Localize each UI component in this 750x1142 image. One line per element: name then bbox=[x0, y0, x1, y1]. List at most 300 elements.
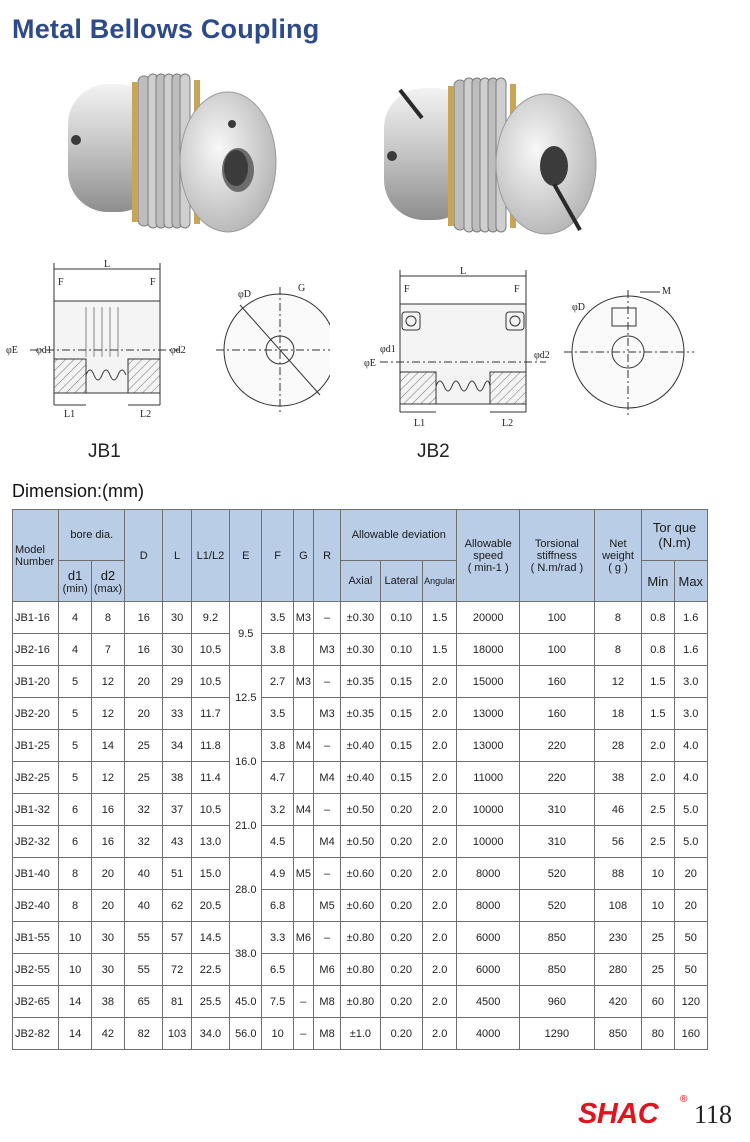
header-G: G bbox=[293, 510, 313, 602]
cell-F: 3.5 bbox=[262, 602, 293, 634]
cell-model: JB1-16 bbox=[13, 602, 59, 634]
cell-F: 6.8 bbox=[262, 890, 293, 922]
cell-tmax: 50 bbox=[674, 922, 707, 954]
cell-weight: 46 bbox=[594, 794, 641, 826]
jb1-product-photo bbox=[50, 52, 280, 252]
cell-stiffness: 220 bbox=[520, 730, 595, 762]
cell-axial: ±0.30 bbox=[341, 634, 380, 666]
cell-tmax: 4.0 bbox=[674, 730, 707, 762]
cell-model: JB1-25 bbox=[13, 730, 59, 762]
cell-R: – bbox=[313, 602, 340, 634]
cell-d2: 20 bbox=[91, 858, 124, 890]
cell-weight: 420 bbox=[594, 986, 641, 1018]
dim-label: F bbox=[150, 277, 156, 288]
header-d1 bbox=[59, 561, 91, 602]
cell-F: 10 bbox=[262, 1018, 293, 1050]
dim-label: L bbox=[104, 259, 111, 270]
header-torque bbox=[642, 510, 708, 561]
cell-L1L2: 11.8 bbox=[191, 730, 229, 762]
cell-axial: ±0.35 bbox=[341, 698, 380, 730]
cell-lateral: 0.20 bbox=[380, 954, 422, 986]
cell-angular: 2.0 bbox=[423, 858, 457, 890]
table-row bbox=[13, 634, 708, 666]
dim-label: L1 bbox=[414, 418, 426, 429]
header-torque-label: Tor que bbox=[652, 520, 697, 535]
cell-E: 21.0 bbox=[230, 794, 262, 858]
cell-d2: 30 bbox=[91, 922, 124, 954]
jb1-label: JB1 bbox=[88, 441, 121, 462]
cell-D: 82 bbox=[125, 1018, 163, 1050]
cell-R: – bbox=[313, 858, 340, 890]
cell-D: 65 bbox=[125, 986, 163, 1018]
cell-L1L2: 25.5 bbox=[191, 986, 229, 1018]
cell-lateral: 0.10 bbox=[380, 634, 422, 666]
header-E: E bbox=[230, 510, 262, 602]
cell-stiffness: 1290 bbox=[520, 1018, 595, 1050]
cell-D: 20 bbox=[125, 666, 163, 698]
cell-stiffness: 310 bbox=[520, 826, 595, 858]
cell-G bbox=[293, 954, 313, 986]
cell-tmax: 4.0 bbox=[674, 762, 707, 794]
table-row bbox=[13, 1018, 708, 1050]
cell-angular: 1.5 bbox=[423, 634, 457, 666]
table-row bbox=[13, 698, 708, 730]
cell-G: M6 bbox=[293, 922, 313, 954]
cell-L: 34 bbox=[163, 730, 191, 762]
cell-d1: 4 bbox=[59, 634, 91, 666]
cell-weight: 12 bbox=[594, 666, 641, 698]
cell-L: 72 bbox=[163, 954, 191, 986]
cell-lateral: 0.20 bbox=[380, 986, 422, 1018]
cell-speed: 10000 bbox=[457, 826, 520, 858]
cell-stiffness: 520 bbox=[520, 890, 595, 922]
cell-speed: 8000 bbox=[457, 890, 520, 922]
cell-stiffness: 850 bbox=[520, 954, 595, 986]
cell-L: 37 bbox=[163, 794, 191, 826]
cell-tmin: 80 bbox=[642, 1018, 674, 1050]
dim-label: F bbox=[404, 284, 410, 295]
cell-speed: 4500 bbox=[457, 986, 520, 1018]
cell-tmin: 0.8 bbox=[642, 602, 674, 634]
cell-L: 62 bbox=[163, 890, 191, 922]
spec-table bbox=[12, 509, 708, 1050]
cell-model: JB2-55 bbox=[13, 954, 59, 986]
page-number: 118 bbox=[694, 1100, 733, 1129]
cell-E: 38.0 bbox=[230, 922, 262, 986]
cell-d2: 8 bbox=[91, 602, 124, 634]
cell-axial: ±1.0 bbox=[341, 1018, 380, 1050]
cell-weight: 850 bbox=[594, 1018, 641, 1050]
table-row bbox=[13, 986, 708, 1018]
cell-G: M3 bbox=[293, 602, 313, 634]
cell-axial: ±0.35 bbox=[341, 666, 380, 698]
cell-L: 57 bbox=[163, 922, 191, 954]
cell-speed: 13000 bbox=[457, 730, 520, 762]
header-weight-label: Net weight bbox=[602, 537, 634, 562]
dim-label: L bbox=[460, 266, 467, 277]
cell-L: 81 bbox=[163, 986, 191, 1018]
cell-R: M3 bbox=[313, 634, 340, 666]
dim-label: M bbox=[662, 286, 671, 297]
cell-angular: 1.5 bbox=[423, 602, 457, 634]
cell-G bbox=[293, 762, 313, 794]
cell-speed: 10000 bbox=[457, 794, 520, 826]
cell-F: 3.5 bbox=[262, 698, 293, 730]
cell-L1L2: 10.5 bbox=[191, 666, 229, 698]
cell-model: JB2-65 bbox=[13, 986, 59, 1018]
cell-F: 3.8 bbox=[262, 634, 293, 666]
cell-weight: 18 bbox=[594, 698, 641, 730]
cell-E: 28.0 bbox=[230, 858, 262, 922]
cell-G bbox=[293, 826, 313, 858]
cell-d2: 16 bbox=[91, 826, 124, 858]
header-speed-unit: ( min-1 ) bbox=[467, 561, 509, 574]
cell-tmin: 10 bbox=[642, 858, 674, 890]
cell-weight: 230 bbox=[594, 922, 641, 954]
cell-weight: 38 bbox=[594, 762, 641, 794]
cell-D: 55 bbox=[125, 954, 163, 986]
header-model: Model Number bbox=[13, 510, 59, 602]
cell-L: 43 bbox=[163, 826, 191, 858]
cell-weight: 280 bbox=[594, 954, 641, 986]
cell-L: 33 bbox=[163, 698, 191, 730]
cell-R: M4 bbox=[313, 762, 340, 794]
cell-lateral: 0.15 bbox=[380, 698, 422, 730]
cell-E: 45.0 bbox=[230, 986, 262, 1018]
cell-D: 16 bbox=[125, 634, 163, 666]
dim-label: F bbox=[514, 284, 520, 295]
cell-lateral: 0.20 bbox=[380, 794, 422, 826]
cell-d1: 4 bbox=[59, 602, 91, 634]
cell-speed: 6000 bbox=[457, 954, 520, 986]
cell-lateral: 0.20 bbox=[380, 1018, 422, 1050]
table-row bbox=[13, 794, 708, 826]
cell-axial: ±0.80 bbox=[341, 922, 380, 954]
cell-tmax: 20 bbox=[674, 890, 707, 922]
cell-L1L2: 34.0 bbox=[191, 1018, 229, 1050]
cell-tmax: 5.0 bbox=[674, 826, 707, 858]
cell-angular: 2.0 bbox=[423, 730, 457, 762]
cell-tmax: 20 bbox=[674, 858, 707, 890]
dim-label: G bbox=[298, 283, 306, 294]
cell-tmin: 0.8 bbox=[642, 634, 674, 666]
cell-F: 7.5 bbox=[262, 986, 293, 1018]
cell-R: M3 bbox=[313, 698, 340, 730]
cell-speed: 20000 bbox=[457, 602, 520, 634]
cell-D: 55 bbox=[125, 922, 163, 954]
cell-D: 16 bbox=[125, 602, 163, 634]
dim-label: L2 bbox=[140, 409, 152, 420]
cell-L1L2: 10.5 bbox=[191, 794, 229, 826]
cell-L1L2: 13.0 bbox=[191, 826, 229, 858]
cell-L1L2: 11.4 bbox=[191, 762, 229, 794]
cell-lateral: 0.15 bbox=[380, 762, 422, 794]
cell-model: JB2-25 bbox=[13, 762, 59, 794]
cell-G: M4 bbox=[293, 730, 313, 762]
header-L1L2: L1/L2 bbox=[191, 510, 229, 602]
header-stiffness-label: Torsional stiffness bbox=[534, 537, 579, 562]
header-weight bbox=[594, 510, 641, 602]
header-speed bbox=[457, 510, 520, 602]
dim-label: φd2 bbox=[534, 350, 550, 361]
cell-stiffness: 100 bbox=[520, 602, 595, 634]
cell-R: – bbox=[313, 730, 340, 762]
cell-R: M5 bbox=[313, 890, 340, 922]
cell-d1: 10 bbox=[59, 954, 91, 986]
cell-G bbox=[293, 890, 313, 922]
cell-tmin: 60 bbox=[642, 986, 674, 1018]
cell-tmax: 1.6 bbox=[674, 634, 707, 666]
brand-logo: SHAC bbox=[578, 1098, 659, 1130]
cell-weight: 108 bbox=[594, 890, 641, 922]
cell-F: 2.7 bbox=[262, 666, 293, 698]
dim-label: φd1 bbox=[36, 345, 52, 356]
cell-tmin: 2.5 bbox=[642, 794, 674, 826]
cell-speed: 6000 bbox=[457, 922, 520, 954]
cell-d2: 16 bbox=[91, 794, 124, 826]
cell-axial: ±0.60 bbox=[341, 890, 380, 922]
cell-d1: 8 bbox=[59, 890, 91, 922]
dimension-heading: Dimension:(mm) bbox=[12, 481, 145, 501]
cell-tmax: 5.0 bbox=[674, 794, 707, 826]
cell-weight: 8 bbox=[594, 634, 641, 666]
cell-weight: 28 bbox=[594, 730, 641, 762]
cell-speed: 15000 bbox=[457, 666, 520, 698]
header-L: L bbox=[163, 510, 191, 602]
cell-D: 40 bbox=[125, 858, 163, 890]
jb1-technical-drawing bbox=[0, 255, 330, 425]
dim-label: F bbox=[58, 277, 64, 288]
header-torque-unit: (N.m) bbox=[658, 535, 691, 550]
cell-weight: 88 bbox=[594, 858, 641, 890]
header-d2-label: d2 bbox=[100, 567, 116, 583]
cell-R: M6 bbox=[313, 954, 340, 986]
header-d1-label: d1 bbox=[67, 567, 83, 583]
cell-axial: ±0.40 bbox=[341, 730, 380, 762]
cell-angular: 2.0 bbox=[423, 762, 457, 794]
header-tmax: Max bbox=[674, 561, 707, 602]
cell-F: 3.2 bbox=[262, 794, 293, 826]
cell-stiffness: 850 bbox=[520, 922, 595, 954]
header-weight-unit: ( g ) bbox=[608, 561, 628, 574]
cell-axial: ±0.80 bbox=[341, 954, 380, 986]
table-row bbox=[13, 826, 708, 858]
header-deviation: Allowable deviation bbox=[341, 510, 457, 561]
cell-L: 29 bbox=[163, 666, 191, 698]
dim-label: L2 bbox=[502, 418, 514, 429]
cell-speed: 18000 bbox=[457, 634, 520, 666]
cell-L: 38 bbox=[163, 762, 191, 794]
cell-d1: 6 bbox=[59, 826, 91, 858]
cell-model: JB2-16 bbox=[13, 634, 59, 666]
dim-label: φE bbox=[364, 358, 376, 369]
cell-lateral: 0.10 bbox=[380, 602, 422, 634]
table-row bbox=[13, 762, 708, 794]
cell-angular: 2.0 bbox=[423, 666, 457, 698]
cell-axial: ±0.30 bbox=[341, 602, 380, 634]
cell-axial: ±0.60 bbox=[341, 858, 380, 890]
cell-angular: 2.0 bbox=[423, 986, 457, 1018]
cell-axial: ±0.80 bbox=[341, 986, 380, 1018]
cell-F: 4.5 bbox=[262, 826, 293, 858]
cell-d2: 12 bbox=[91, 698, 124, 730]
cell-D: 40 bbox=[125, 890, 163, 922]
cell-tmin: 25 bbox=[642, 954, 674, 986]
cell-weight: 8 bbox=[594, 602, 641, 634]
cell-L1L2: 10.5 bbox=[191, 634, 229, 666]
cell-tmin: 25 bbox=[642, 922, 674, 954]
cell-G: M5 bbox=[293, 858, 313, 890]
cell-angular: 2.0 bbox=[423, 922, 457, 954]
cell-stiffness: 160 bbox=[520, 666, 595, 698]
cell-model: JB1-55 bbox=[13, 922, 59, 954]
cell-d2: 14 bbox=[91, 730, 124, 762]
cell-tmax: 160 bbox=[674, 1018, 707, 1050]
cell-d1: 6 bbox=[59, 794, 91, 826]
dim-label: φD bbox=[572, 302, 585, 313]
table-row bbox=[13, 890, 708, 922]
cell-axial: ±0.50 bbox=[341, 826, 380, 858]
cell-stiffness: 160 bbox=[520, 698, 595, 730]
cell-speed: 4000 bbox=[457, 1018, 520, 1050]
cell-R: M8 bbox=[313, 986, 340, 1018]
header-lateral: Lateral bbox=[380, 561, 422, 602]
cell-d1: 5 bbox=[59, 762, 91, 794]
cell-L: 51 bbox=[163, 858, 191, 890]
cell-tmin: 1.5 bbox=[642, 666, 674, 698]
cell-L1L2: 15.0 bbox=[191, 858, 229, 890]
header-bore: bore dia. bbox=[59, 510, 125, 561]
cell-L1L2: 22.5 bbox=[191, 954, 229, 986]
cell-G: – bbox=[293, 986, 313, 1018]
cell-model: JB2-32 bbox=[13, 826, 59, 858]
cell-F: 6.5 bbox=[262, 954, 293, 986]
cell-d2: 7 bbox=[91, 634, 124, 666]
table-row bbox=[13, 858, 708, 890]
header-d2 bbox=[91, 561, 124, 602]
cell-angular: 2.0 bbox=[423, 890, 457, 922]
cell-R: M8 bbox=[313, 1018, 340, 1050]
cell-E: 56.0 bbox=[230, 1018, 262, 1050]
cell-model: JB1-20 bbox=[13, 666, 59, 698]
cell-stiffness: 100 bbox=[520, 634, 595, 666]
cell-F: 3.3 bbox=[262, 922, 293, 954]
cell-G: – bbox=[293, 1018, 313, 1050]
header-stiffness-unit: ( N.m/rad ) bbox=[530, 561, 584, 574]
cell-d1: 10 bbox=[59, 922, 91, 954]
cell-model: JB2-20 bbox=[13, 698, 59, 730]
cell-tmin: 2.5 bbox=[642, 826, 674, 858]
cell-d2: 12 bbox=[91, 666, 124, 698]
table-row bbox=[13, 922, 708, 954]
cell-tmin: 2.0 bbox=[642, 762, 674, 794]
table-body bbox=[13, 602, 708, 1050]
dim-label: L1 bbox=[64, 409, 76, 420]
cell-tmax: 1.6 bbox=[674, 602, 707, 634]
header-R: R bbox=[313, 510, 340, 602]
cell-D: 25 bbox=[125, 730, 163, 762]
header-speed-label: Allowable speed bbox=[464, 537, 512, 562]
dim-label: φd2 bbox=[170, 345, 186, 356]
cell-D: 20 bbox=[125, 698, 163, 730]
header-F: F bbox=[262, 510, 293, 602]
cell-lateral: 0.20 bbox=[380, 858, 422, 890]
cell-angular: 2.0 bbox=[423, 794, 457, 826]
cell-d2: 20 bbox=[91, 890, 124, 922]
cell-d1: 8 bbox=[59, 858, 91, 890]
cell-D: 32 bbox=[125, 794, 163, 826]
cell-stiffness: 310 bbox=[520, 794, 595, 826]
jb2-technical-drawing bbox=[350, 262, 720, 432]
cell-angular: 2.0 bbox=[423, 954, 457, 986]
cell-axial: ±0.40 bbox=[341, 762, 380, 794]
cell-angular: 2.0 bbox=[423, 826, 457, 858]
dim-label: φd1 bbox=[380, 344, 396, 355]
dim-label: φE bbox=[6, 345, 18, 356]
header-stiffness bbox=[520, 510, 595, 602]
cell-L: 30 bbox=[163, 602, 191, 634]
dim-label: φD bbox=[238, 289, 251, 300]
header-angular: Angular bbox=[423, 561, 457, 602]
cell-E: 12.5 bbox=[230, 666, 262, 730]
cell-d1: 5 bbox=[59, 666, 91, 698]
cell-L1L2: 20.5 bbox=[191, 890, 229, 922]
cell-stiffness: 960 bbox=[520, 986, 595, 1018]
header-d1-sub: (min) bbox=[62, 582, 88, 595]
cell-d1: 14 bbox=[59, 986, 91, 1018]
cell-E: 9.5 bbox=[230, 602, 262, 666]
registered-mark: ® bbox=[680, 1094, 688, 1105]
header-tmin: Min bbox=[642, 561, 674, 602]
cell-L: 30 bbox=[163, 634, 191, 666]
cell-G: M4 bbox=[293, 794, 313, 826]
cell-d2: 38 bbox=[91, 986, 124, 1018]
cell-lateral: 0.20 bbox=[380, 922, 422, 954]
cell-E: 16.0 bbox=[230, 730, 262, 794]
cell-stiffness: 220 bbox=[520, 762, 595, 794]
cell-axial: ±0.50 bbox=[341, 794, 380, 826]
cell-stiffness: 520 bbox=[520, 858, 595, 890]
cell-tmax: 3.0 bbox=[674, 666, 707, 698]
table-row bbox=[13, 954, 708, 986]
cell-d1: 5 bbox=[59, 698, 91, 730]
table-row bbox=[13, 602, 708, 634]
page-title: Metal Bellows Coupling bbox=[12, 14, 320, 44]
header-axial: Axial bbox=[341, 561, 380, 602]
cell-d1: 5 bbox=[59, 730, 91, 762]
cell-lateral: 0.20 bbox=[380, 826, 422, 858]
cell-lateral: 0.15 bbox=[380, 730, 422, 762]
cell-lateral: 0.20 bbox=[380, 890, 422, 922]
cell-R: – bbox=[313, 666, 340, 698]
cell-speed: 8000 bbox=[457, 858, 520, 890]
cell-weight: 56 bbox=[594, 826, 641, 858]
cell-D: 32 bbox=[125, 826, 163, 858]
cell-tmin: 1.5 bbox=[642, 698, 674, 730]
header-d2-sub: (max) bbox=[93, 582, 122, 595]
table-row bbox=[13, 730, 708, 762]
cell-tmax: 50 bbox=[674, 954, 707, 986]
cell-G bbox=[293, 634, 313, 666]
cell-model: JB2-40 bbox=[13, 890, 59, 922]
cell-tmin: 2.0 bbox=[642, 730, 674, 762]
cell-d1: 14 bbox=[59, 1018, 91, 1050]
cell-model: JB1-40 bbox=[13, 858, 59, 890]
cell-tmax: 3.0 bbox=[674, 698, 707, 730]
jb2-label: JB2 bbox=[417, 441, 450, 462]
cell-speed: 13000 bbox=[457, 698, 520, 730]
cell-D: 25 bbox=[125, 762, 163, 794]
